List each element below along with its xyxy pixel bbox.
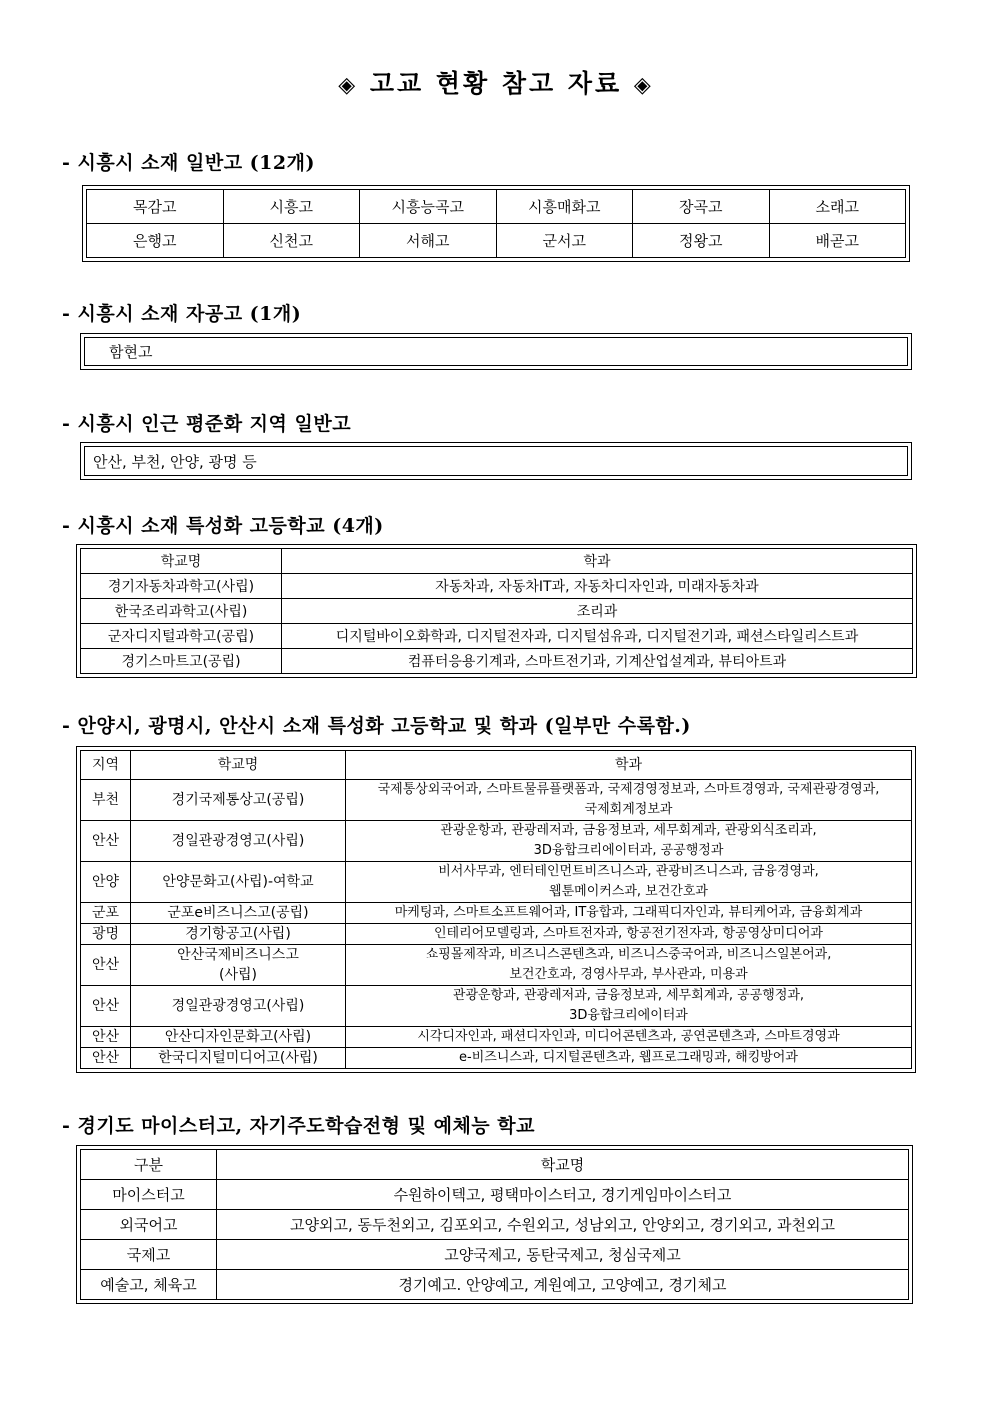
school-list-cell: 고양외고, 동두천외고, 김포외고, 수원외고, 성남외고, 안양외고, 경기외고, 과천외고 (217, 1210, 909, 1240)
region-cell: 안산 (81, 821, 131, 862)
department-line: 국제회계정보과 (584, 802, 673, 817)
table-row (81, 1180, 909, 1210)
school-name-cell: 한국조리과학고(사립) (81, 599, 282, 624)
autonomous-school-box: 함현고 (84, 337, 908, 366)
school-name-cell: 군포e비즈니스고(공립) (131, 903, 346, 924)
table-row (81, 903, 912, 924)
table-row (81, 1240, 909, 1270)
diamond-icon: ◈ (633, 72, 654, 98)
department-line: 3D융합크리에이터과, 공공행정과 (533, 843, 724, 858)
department-line: 3D융합크리에이터과 (569, 1008, 688, 1023)
meister-arts-table (80, 1149, 909, 1300)
region-cell: 안양 (81, 862, 131, 903)
region-cell: 안산 (81, 945, 131, 986)
category-cell: 예술고, 체육고 (81, 1270, 217, 1300)
department-line: 관광운항과, 관광레저과, 금융정보과, 세무회계과, 관광외식조리과, (440, 823, 817, 838)
table-row (81, 1027, 912, 1048)
school-name-cell: 경기항공고(사립) (131, 924, 346, 945)
table-row (81, 780, 912, 821)
header-category: 구분 (81, 1150, 217, 1180)
departments-cell: 조리과 (282, 599, 913, 624)
school-cell: 군서고 (496, 224, 633, 258)
department-line: 비서사무과, 엔터테인먼트비즈니스과, 관광비즈니스과, 금융경영과, (438, 864, 819, 879)
school-cell: 배곧고 (769, 224, 906, 258)
departments-cell (346, 924, 912, 945)
section-heading-meister-and-arts: - 경기도 마이스터고, 자기주도학습전형 및 예체능 학교 (62, 1115, 535, 1137)
category-cell: 외국어고 (81, 1210, 217, 1240)
diamond-icon: ◈ (338, 72, 359, 98)
region-cell: 부천 (81, 780, 131, 821)
school-name-cell: 경기자동차과학고(사립) (81, 574, 282, 599)
table-row (81, 574, 913, 599)
table-row (81, 1210, 909, 1240)
region-cell: 군포 (81, 903, 131, 924)
general-schools-table (86, 189, 906, 258)
school-name-cell: 한국디지털미디어고(사립) (131, 1048, 346, 1069)
department-line: 시각디자인과, 패션디자인과, 미디어콘텐츠과, 공연콘텐츠과, 스마트경영과 (417, 1029, 840, 1044)
school-cell: 시흥매화고 (496, 190, 633, 224)
section-heading-autonomous-school: - 시흥시 소재 자공고 (1개) (62, 303, 302, 325)
department-line: e-비즈니스과, 디지털콘텐츠과, 웹프로그래밍과, 해킹방어과 (459, 1050, 798, 1065)
school-cell: 시흥고 (223, 190, 360, 224)
departments-cell: 자동차과, 자동차IT과, 자동차디자인과, 미래자동차과 (282, 574, 913, 599)
header-region: 지역 (81, 751, 131, 780)
school-name-cell: 경기스마트고(공립) (81, 649, 282, 674)
school-cell: 장곡고 (633, 190, 770, 224)
table-row (81, 821, 912, 862)
table-row (81, 862, 912, 903)
category-cell: 마이스터고 (81, 1180, 217, 1210)
school-cell: 은행고 (87, 224, 224, 258)
school-cell: 소래고 (769, 190, 906, 224)
section-heading-nearby-regions: - 시흥시 인근 평준화 지역 일반고 (62, 413, 352, 435)
school-name-cell: 경일관광경영고(사립) (131, 986, 346, 1027)
departments-cell: 컴퓨터응용기계과, 스마트전기과, 기계산업설계과, 뷰티아트과 (282, 649, 913, 674)
school-name-cell: 군자디지털과학고(공립) (81, 624, 282, 649)
school-cell: 신천고 (223, 224, 360, 258)
school-cell: 시흥능곡고 (360, 190, 497, 224)
table-row (81, 649, 913, 674)
table-row (81, 1270, 909, 1300)
region-cell: 안산 (81, 986, 131, 1027)
page-title (0, 64, 992, 100)
school-list-cell: 수원하이텍고, 평택마이스터고, 경기게임마이스터고 (217, 1180, 909, 1210)
table-row (81, 599, 913, 624)
departments-cell (346, 862, 912, 903)
departments-cell (346, 821, 912, 862)
school-name-cell: 경기국제통상고(공립) (131, 780, 346, 821)
regional-specialized-table (80, 750, 912, 1069)
department-line: 보건간호과, 경영사무과, 부사관과, 미용과 (509, 967, 748, 982)
table-row (81, 986, 912, 1027)
department-line: 쇼핑몰제작과, 비즈니스콘텐츠과, 비즈니스중국어과, 비즈니스일본어과, (425, 947, 832, 962)
section-heading-specialized-schools: - 시흥시 소재 특성화 고등학교 (4개) (62, 515, 384, 537)
departments-cell (346, 780, 912, 821)
school-list-cell: 고양국제고, 동탄국제고, 청심국제고 (217, 1240, 909, 1270)
department-line: 관광운항과, 관광레저과, 금융정보과, 세무회계과, 공공행정과, (452, 988, 805, 1003)
section-heading-general-schools: - 시흥시 소재 일반고 (12개) (62, 152, 315, 174)
departments-cell: 디지털바이오화학과, 디지털전자과, 디지털섬유과, 디지털전기과, 패션스타일리스트과 (282, 624, 913, 649)
departments-cell (346, 945, 912, 986)
department-line: 웹툰메이커스과, 보건간호과 (549, 884, 708, 899)
table-row (87, 190, 906, 224)
school-cell: 정왕고 (633, 224, 770, 258)
school-list-cell: 경기예고. 안양예고, 계원예고, 고양예고, 경기체고 (217, 1270, 909, 1300)
departments-cell (346, 1048, 912, 1069)
header-departments: 학과 (282, 549, 913, 574)
region-cell: 안산 (81, 1048, 131, 1069)
school-name-cell: 안산디자인문화고(사립) (131, 1027, 346, 1048)
department-line: 국제통상외국어과, 스마트물류플랫폼과, 국제경영정보과, 스마트경영과, 국제관광경영과, (377, 782, 880, 797)
school-cell: 서해고 (360, 224, 497, 258)
table-row (81, 624, 913, 649)
departments-cell (346, 986, 912, 1027)
header-school-name: 학교명 (217, 1150, 909, 1180)
school-name-cell: 안양문화고(사립)-여학교 (131, 862, 346, 903)
table-row (81, 1048, 912, 1069)
header-school-name: 학교명 (81, 549, 282, 574)
header-school-name: 학교명 (131, 751, 346, 780)
departments-cell (346, 903, 912, 924)
school-name-cell: 안산국제비즈니스고 (사립) (131, 945, 346, 986)
table-row (87, 224, 906, 258)
header-departments: 학과 (346, 751, 912, 780)
school-cell: 목감고 (87, 190, 224, 224)
title-text: 고교 현황 참고 자료 (369, 69, 623, 98)
section-heading-regional-specialized: - 안양시, 광명시, 안산시 소재 특성화 고등학교 및 학과 (일부만 수록함.) (62, 715, 691, 737)
region-cell: 광명 (81, 924, 131, 945)
department-line: 마케팅과, 스마트소프트웨어과, IT융합과, 그래픽디자인과, 뷰티케어과, 금융회계과 (394, 905, 863, 920)
department-line: 인테리어모델링과, 스마트전자과, 항공전기전자과, 항공영상미디어과 (434, 926, 823, 941)
region-cell: 안산 (81, 1027, 131, 1048)
table-row (81, 945, 912, 986)
nearby-regions-box: 안산, 부천, 안양, 광명 등 (84, 446, 908, 476)
specialized-schools-table (80, 548, 913, 674)
school-name-cell: 경일관광경영고(사립) (131, 821, 346, 862)
category-cell: 국제고 (81, 1240, 217, 1270)
table-row (81, 924, 912, 945)
departments-cell (346, 1027, 912, 1048)
